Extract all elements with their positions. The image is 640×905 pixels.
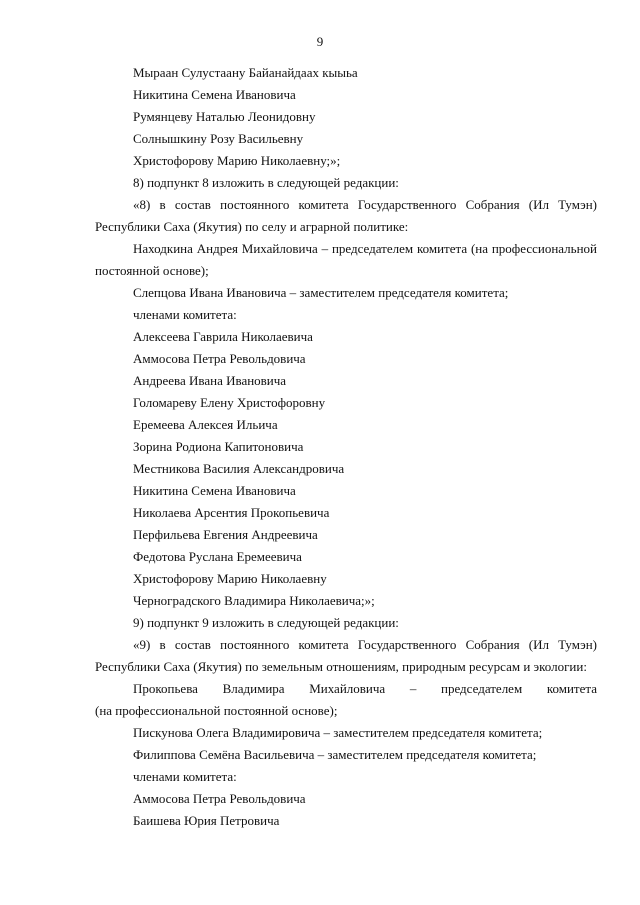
text-line: Слепцова Ивана Ивановича – заместителем председателя комитета; [133, 285, 509, 300]
text-line: Прокопьева Владимира Михайловича – председателем комитета [133, 681, 597, 696]
text-line: Алексеева Гаврила Николаевича [133, 329, 313, 344]
text-line: 8) подпункт 8 изложить в следующей редакции: [133, 175, 399, 190]
text-line: Пискунова Олега Владимировича – заместителем председателя комитета; [133, 725, 543, 740]
text-line: Аммосова Петра Револьдовича [133, 351, 306, 366]
text-line: Черноградского Владимира Николаевича;»; [133, 593, 375, 608]
text-line: Христофорову Марию Николаевну [133, 571, 327, 586]
text-line: Мыраан Сулустаану Байанайдаах кыыьа [133, 65, 358, 80]
text-line: Федотова Руслана Еремеевича [133, 549, 302, 564]
text-line: Зорина Родиона Капитоновича [133, 439, 304, 454]
text-line: членами комитета: [133, 769, 237, 784]
text-line: Республики Саха (Якутия) по земельным отношениям, природным ресурсам и экологии: [95, 659, 587, 674]
text-line: Находкина Андрея Михайловича – председателем комитета (на профессиональной [133, 241, 597, 256]
text-line: 9) подпункт 9 изложить в следующей редакции: [133, 615, 399, 630]
document-body [95, 62, 597, 832]
text-line: Баишева Юрия Петровича [133, 813, 280, 828]
text-line: Солнышкину Розу Васильевну [133, 131, 304, 146]
text-line: «9) в состав постоянного комитета Государственного Собрания (Ил Тумэн) [133, 637, 597, 652]
text-line: Никитина Семена Ивановича [133, 87, 296, 102]
text-line: (на профессиональной постоянной основе); [95, 703, 338, 718]
text-line: членами комитета: [133, 307, 237, 322]
text-line: Филиппова Семёна Васильевича – заместителем председателя комитета; [133, 747, 537, 762]
text-line: Голомареву Елену Христофоровну [133, 395, 326, 410]
text-line: Еремеева Алексея Ильича [133, 417, 278, 432]
text-line: «8) в состав постоянного комитета Государственного Собрания (Ил Тумэн) [133, 197, 597, 212]
text-line: Местникова Василия Александровича [133, 461, 345, 476]
page-number: 9 [316, 34, 324, 49]
text-line: Румянцеву Наталью Леонидовну [133, 109, 316, 124]
text-line: Христофорову Марию Николаевну;»; [133, 153, 341, 168]
text-line: Республики Саха (Якутия) по селу и аграрной политике: [95, 219, 409, 234]
text-line: Николаева Арсентия Прокопьевича [133, 505, 330, 520]
text-line: Аммосова Петра Револьдовича [133, 791, 306, 806]
text-line: Андреева Ивана Ивановича [133, 373, 287, 388]
text-line: Перфильева Евгения Андреевича [133, 527, 318, 542]
text-line: Никитина Семена Ивановича [133, 483, 296, 498]
text-line: постоянной основе); [95, 263, 209, 278]
